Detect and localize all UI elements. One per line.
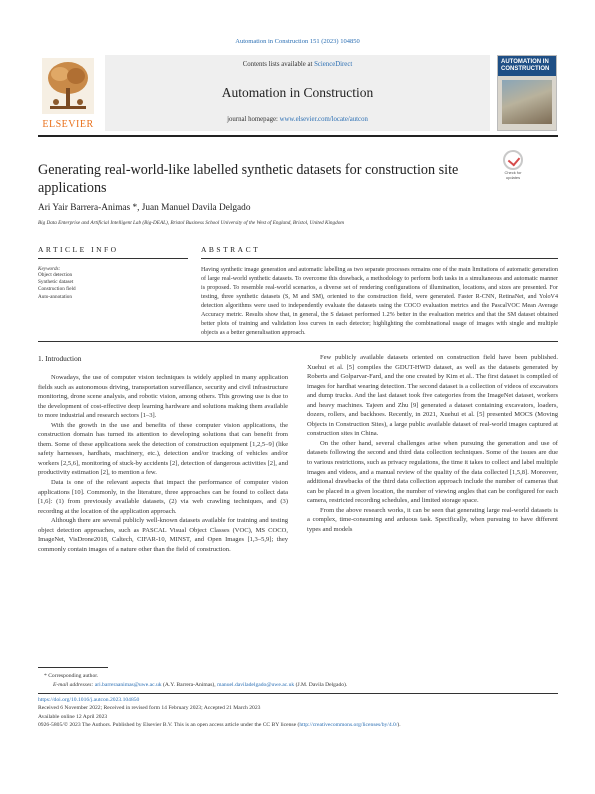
keyword-item: Construction field bbox=[38, 286, 76, 293]
footer-divider bbox=[38, 693, 558, 694]
check-for-updates-button[interactable] bbox=[500, 150, 526, 180]
received-dates: Received 6 November 2022; Received in revised form 14 February 2023; Accepted 21 March 2023 bbox=[38, 705, 261, 712]
paragraph: From the above research works, it can be seen that generating large real-world datasets is a complex, time-consuming and arduous task. Specifically, when pursuing to have different types and models bbox=[307, 506, 558, 533]
keyword-item: Auto-annotation bbox=[38, 293, 72, 300]
email-owner: (A.Y. Barrera-Animas), bbox=[162, 682, 216, 688]
journal-homepage-link[interactable]: www.elsevier.com/locate/autcon bbox=[279, 116, 368, 123]
paragraph: Nowadays, the use of computer vision techniques is widely applied in many application fields such as autonomous driving, transportation surveillance, security and civil infrastructure monitoring, drone scene analysis, and robotic vision, among others. This growing use is due to the development of cost-effective deep learning hardware and solutions making them available to more industrial and research sectors [1–3]. bbox=[38, 374, 288, 420]
cover-title bbox=[498, 56, 556, 76]
authors: Ari Yair Barrera-Animas *, Juan Manuel Davila Delgado bbox=[38, 203, 251, 213]
journal-reference[interactable]: Automation in Construction 151 (2023) 104850 bbox=[235, 38, 360, 45]
email-link[interactable]: manuel.daviladelgado@uwe.ac.uk bbox=[217, 682, 295, 688]
homepage-prefix: journal homepage: bbox=[227, 116, 280, 123]
paragraph: Although there are several publicly well-known datasets available for training and testing object detection approaches, such as PASCAL Visual Object Classes (VOC), MS COCO, ImageNet, VisDrone2018, Caltech, CIFAR-10, MINST, and Open Images [1,3–5,9]; they commonly contain images of a nature other than the field of construction. bbox=[38, 517, 288, 553]
header-divider bbox=[38, 135, 558, 137]
license-line bbox=[38, 721, 558, 729]
abstract-heading: ABSTRACT bbox=[201, 245, 261, 254]
keywords-label: Keywords: bbox=[38, 266, 61, 272]
keywords-block bbox=[38, 266, 188, 301]
footnote-divider bbox=[38, 667, 108, 668]
cover-title-line-2: CONSTRUCTION bbox=[501, 66, 550, 72]
email-link[interactable]: ari.barreraanimas@uwe.ac.uk bbox=[94, 682, 162, 688]
license-prefix: 0926-5805/© 2023 The Authors. Published by Elsevier B.V. This is an open access article under the CC BY license ( bbox=[38, 722, 300, 729]
email-note bbox=[53, 681, 558, 689]
contents-prefix: Contents lists available at bbox=[242, 61, 315, 68]
keyword-item: Object detection bbox=[38, 272, 73, 278]
sciencedirect-link[interactable]: ScienceDirect bbox=[314, 61, 353, 68]
journal-homepage-line bbox=[105, 116, 490, 123]
article-info-heading: ARTICLE INFO bbox=[38, 245, 119, 254]
email-owner: (J.M. Davila Delgado). bbox=[295, 682, 348, 688]
cover-title-line-1: AUTOMATION IN bbox=[501, 59, 549, 65]
check-updates-icon bbox=[503, 150, 523, 170]
available-online-date: Available online 12 April 2023 bbox=[38, 713, 108, 720]
elsevier-wordmark: ELSEVIER bbox=[42, 119, 94, 130]
license-suffix: ). bbox=[397, 722, 401, 729]
check-updates-label: Check for updates bbox=[504, 170, 522, 180]
article-info-divider bbox=[38, 258, 188, 259]
cover-photo bbox=[502, 80, 552, 124]
contents-available-line bbox=[105, 61, 490, 68]
journal-cover-image bbox=[497, 55, 557, 131]
paragraph: With the growth in the use and benefits of these computer vision applications, the construction domain has turned its attention to developing solutions that can benefit from them. Some of these applications seek the detection of construction equipment [1,2,5–9] (like safety harnesses, hardhats, machinery, etc.), detection and/or tracking of vehicles and/or workers [2,5,6], monitoring of stuck-by accidents [2], detection of dangerous activities [2], and productivity estimation [2], to mention a few. bbox=[38, 421, 288, 477]
abstract-divider bbox=[201, 258, 558, 259]
article-title: Generating real-world-like labelled synthetic datasets for construction site applications bbox=[38, 162, 459, 196]
corresponding-author-note: * Corresponding author. bbox=[44, 673, 99, 679]
journal-name: Automation in Construction bbox=[221, 85, 374, 100]
affiliation: Big Data Enterprise and Artificial Intelligent Lab (Big-DEAL), Bristol Business School University of the West of England, Bristol, United Kingdom bbox=[38, 220, 345, 226]
paragraph: Data is one of the relevant aspects that impact the performance of computer vision applications [10]. Commonly, in the literature, three approaches can be found to collect data [1,6]: (1) from previously available datasets, (2) via web crawling techniques, and (3) recording at the location of the application approach. bbox=[38, 479, 288, 515]
elsevier-logo bbox=[38, 58, 98, 128]
abstract-text: Having synthetic image generation and automatic labelling as two separate processes remains one of the main limitations of automatic generation of large real-world synthetic datasets. To overcome this drawback, a methodology to perform both tasks in a simultaneous and automatic manner is proposed. To resemble real-world scenarios, a diverse set of rendering configurations of illumination, locations, and sizes are presented. For testing, three synthetic datasets (S, M and SM), oriented to the construction field, were generated. Faster R-CNN, RetinaNet, and YoloV4 detection algorithms were used to independently evaluate the datasets using the COCO evaluation metrics and the PascalVOC Mean Average Accuracy metric. Results show that, in general, the S dataset performed 1.2% better in the evaluation metrics and that the SM dataset obtained better plots of training and validation loss curves in each detector; highlighting the combinational usage of images with single and multiple objects as a better generalisation approach. bbox=[201, 267, 558, 337]
paragraph: Few publicly available datasets oriented on construction field have been published. Xuehui et al. [5] compiles the GDUT-HWD dataset, as well as the datasets generated by Roberts and Golparvar-Fard, and the one created by Kim et al.. The first dataset is compiled of images for hardhat wearing detection. The second dataset is a collection of videos of excavators and dump trucks. And the last dataset took five categories from the ImageNet dataset, workers and heavy machines. Tajeen and Zhu [9] generated a dataset containing excavators, loaders, dozers, rollers, and backhoes. Recently, in 2021, Xuehui et al. [5] presented MOCS (Moving Objects in Construction Sites), a large public available dataset of real-world images captured at construction sites in China. bbox=[307, 354, 558, 438]
license-link[interactable]: http://creativecommons.org/licenses/by/4.0/ bbox=[299, 722, 398, 729]
doi-link[interactable]: https://doi.org/10.1016/j.autcon.2023.104850 bbox=[38, 697, 140, 703]
article-footer bbox=[38, 696, 558, 730]
left-column bbox=[38, 373, 288, 554]
email-label: E-mail addresses: bbox=[53, 682, 94, 688]
paragraph: On the other hand, several challenges arise when pursuing the generation and use of datasets following the second and third data collection techniques. Some of the issues are due to various restrictions, such as privacy regulations, the time it takes to collect and label multiple images and videos, and a manual review of the quality of the data collected [1,5,8]. Moreover, additional drawbacks of the third data collection approach include the number of cameras that can be placed in a given location, the number of viewing angles that can be configured for each camera, restricted recording schedules, and limited storage space. bbox=[307, 439, 558, 505]
elsevier-tree-icon bbox=[42, 58, 94, 114]
right-column bbox=[307, 353, 558, 534]
section-title: 1. Introduction bbox=[38, 354, 82, 363]
keyword-item: Synthetic dataset bbox=[38, 279, 74, 286]
abstract-bottom-divider bbox=[38, 341, 558, 342]
